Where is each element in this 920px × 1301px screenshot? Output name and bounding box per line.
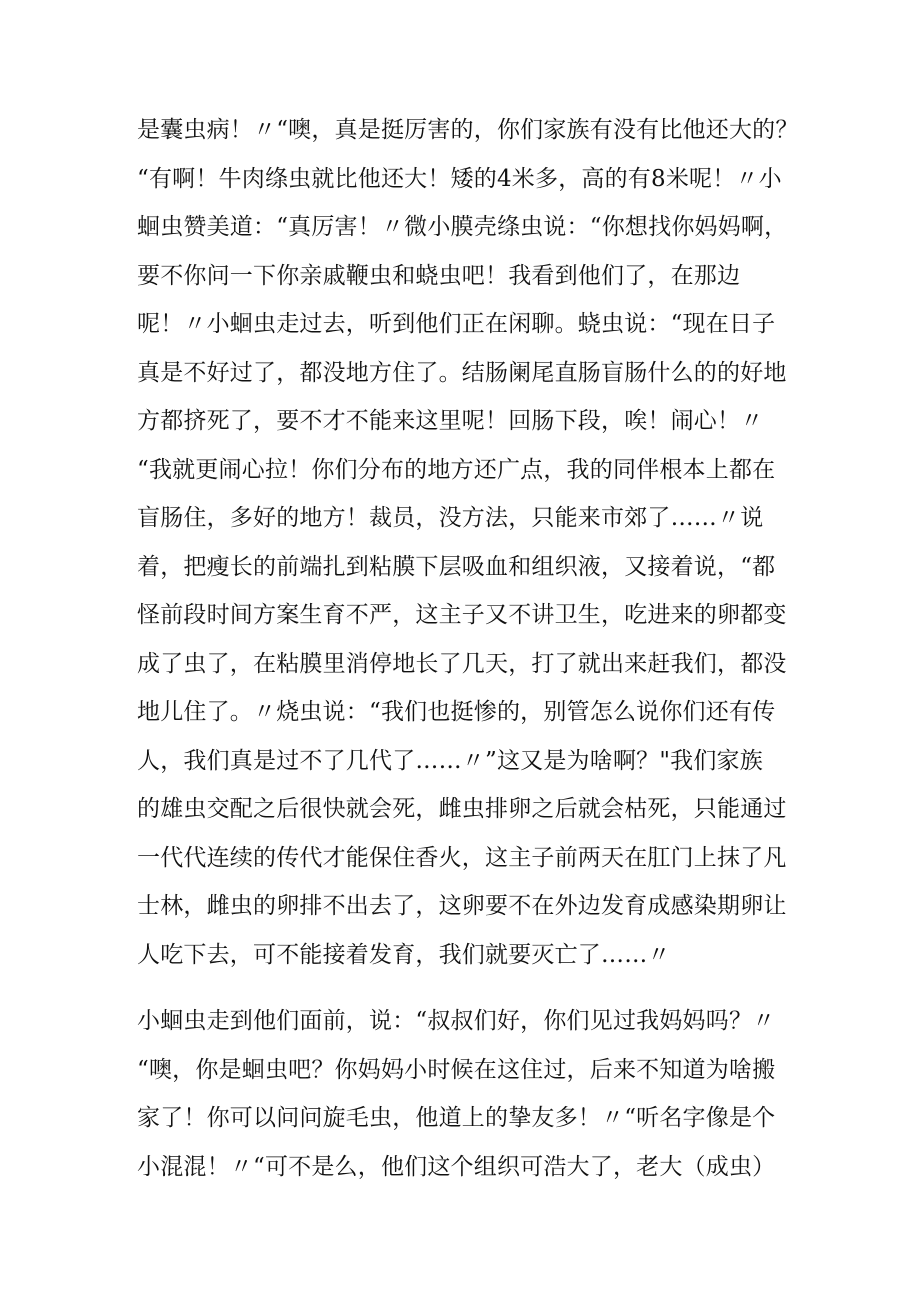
text-line: 家了！你可以问问旋毛虫，他道上的挚友多！〃“听名字像是个 xyxy=(137,1105,776,1131)
text-line: 是囊虫病！〃“噢，真是挺厉害的，你们家族有没有比他还大的？ xyxy=(137,117,799,143)
text-line: 真是不好过了，都没地方住了。结肠阑尾直肠盲肠什么的的好地 xyxy=(137,359,787,386)
text-line: 一代代连续的传代才能保住香火，这主子前两天在肛门上抹了凡 xyxy=(137,844,787,871)
paragraph-2 xyxy=(137,997,797,1191)
text-line: “噢，你是蛔虫吧？你妈妈小时候在这住过，后来不知道为啥搬 xyxy=(137,1056,776,1083)
text-line: “有啊！牛肉绦虫就比他还大！矮的4米多，高的有8米呢！〃小 xyxy=(137,165,782,192)
text-line: “我就更闹心拉！你们分布的地方还广点，我的同伴根本上都在 xyxy=(137,456,776,483)
text-line: 的雄虫交配之后很快就会死，雌虫排卵之后就会枯死，只能通过 xyxy=(137,796,787,822)
text-line: 人吃下去，可不能接着发育，我们就要灭亡了……〃 xyxy=(137,941,671,968)
text-line: 呢！〃小蛔虫走过去，听到他们正在闲聊。蛲虫说：“现在日子 xyxy=(137,311,776,337)
text-line: 盲肠住，多好的地方！裁员，没方法，只能来市郊了……〃说 xyxy=(137,505,764,531)
text-line: 地儿住了。〃烧虫说：“我们也挺惨的，别管怎么说你们还有传 xyxy=(137,699,776,725)
text-line: 怪前段时间方案生育不严，这主子又不讲卫生，吃进来的卵都变 xyxy=(137,602,787,628)
text-line: 成了虫了，在粘膜里消停地长了几天，打了就出来赶我们，都没 xyxy=(137,650,787,677)
text-line: 要不你问一下你亲戚鞭虫和蛲虫吧！我看到他们了，在那边 xyxy=(137,262,741,289)
paragraph-1 xyxy=(137,106,797,979)
text-line: 方都挤死了，要不才不能来这里呢！回肠下段，唉！闹心！〃 xyxy=(137,408,764,434)
text-line: 着，把瘦长的前端扎到粘膜下层吸血和组织液，又接着说，“都 xyxy=(137,553,776,580)
text-line: 蛔虫赞美道：“真厉害！〃微小膜壳绦虫说：“你想找你妈妈啊， xyxy=(137,214,788,240)
text-line: 士林，雌虫的卵排不出去了，这卵要不在外边发育成感染期卵让 xyxy=(137,893,787,919)
text-line: 小蛔虫走到他们面前，说：“叔叔们好，你们见过我妈妈吗？〃 xyxy=(137,1008,776,1034)
text-line: 人，我们真是过不了几代了……〃”这又是为啥啊？"我们家族 xyxy=(137,747,763,774)
text-line: 小混混！〃“可不是么，他们这个组织可浩大了，老大（成虫） xyxy=(137,1153,776,1180)
